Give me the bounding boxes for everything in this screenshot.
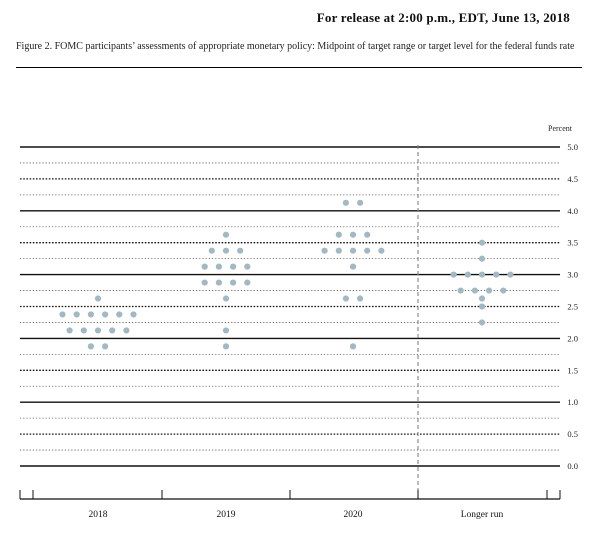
participant-dot bbox=[102, 343, 108, 349]
x-category-labels bbox=[89, 510, 504, 520]
y-tick-label: 4.5 bbox=[567, 173, 578, 184]
participant-dot bbox=[116, 311, 122, 317]
participant-dot bbox=[202, 279, 208, 285]
participant-dot bbox=[364, 248, 370, 254]
participant-dot bbox=[451, 272, 457, 278]
participant-dot bbox=[123, 327, 129, 333]
participant-dot bbox=[350, 232, 356, 238]
participant-dot bbox=[500, 287, 506, 293]
participant-dot bbox=[479, 295, 485, 301]
participant-dot bbox=[202, 264, 208, 270]
participant-dot bbox=[343, 295, 349, 301]
participant-dot bbox=[223, 295, 229, 301]
y-tick-label: 0.5 bbox=[567, 429, 578, 440]
participant-dot bbox=[364, 232, 370, 238]
x-category-label: Longer run bbox=[460, 510, 504, 520]
y-tick-label: 1.0 bbox=[567, 397, 578, 408]
participant-dot bbox=[237, 248, 243, 254]
participant-dot bbox=[357, 200, 363, 206]
y-tick-label: 3.0 bbox=[567, 269, 578, 280]
participant-dot bbox=[486, 287, 492, 293]
participant-dot bbox=[336, 232, 342, 238]
y-tick-label: 0.0 bbox=[567, 461, 578, 471]
participant-dot bbox=[130, 311, 136, 317]
participant-dot bbox=[322, 248, 328, 254]
participant-dot bbox=[81, 327, 87, 333]
participant-dot bbox=[102, 311, 108, 317]
participant-dot bbox=[378, 248, 384, 254]
participant-dot bbox=[244, 279, 250, 285]
participant-dot bbox=[209, 248, 215, 254]
y-tick-label: 4.0 bbox=[567, 205, 578, 216]
participant-dot bbox=[465, 272, 471, 278]
participant-dot bbox=[479, 256, 485, 262]
participant-dot bbox=[67, 327, 73, 333]
participant-dot bbox=[479, 303, 485, 309]
participant-dot bbox=[223, 327, 229, 333]
participant-dot bbox=[472, 287, 478, 293]
participant-dot bbox=[223, 343, 229, 349]
participant-dot bbox=[336, 248, 342, 254]
participant-dot bbox=[88, 343, 94, 349]
y-tick-label: 5.0 bbox=[567, 142, 578, 152]
participant-dot bbox=[230, 264, 236, 270]
participant-dot bbox=[216, 279, 222, 285]
participant-dot bbox=[357, 295, 363, 301]
participant-dot bbox=[479, 240, 485, 246]
figure-caption: Figure 2. FOMC participants’ assessments of appropriate monetary policy: Midpoint of target range or target level for the federal funds rate bbox=[16, 41, 575, 52]
x-axis bbox=[20, 490, 560, 499]
x-category-label: 2018 bbox=[88, 510, 108, 520]
participant-dot bbox=[350, 343, 356, 349]
participant-dot bbox=[88, 311, 94, 317]
participant-dot bbox=[343, 200, 349, 206]
y-tick-label: 2.0 bbox=[567, 333, 578, 344]
participant-dot bbox=[479, 319, 485, 325]
participant-dot bbox=[350, 264, 356, 270]
participant-dot bbox=[350, 248, 356, 254]
participant-dot bbox=[109, 327, 115, 333]
participant-dot bbox=[458, 287, 464, 293]
participant-dot bbox=[493, 272, 499, 278]
participant-dot bbox=[95, 327, 101, 333]
x-category-label: 2020 bbox=[343, 510, 363, 520]
y-tick-labels bbox=[567, 142, 578, 471]
y-unit-label: Percent bbox=[548, 124, 572, 133]
participant-dot bbox=[223, 248, 229, 254]
participant-dot bbox=[95, 295, 101, 301]
participant-dot bbox=[74, 311, 80, 317]
participant-dot bbox=[223, 232, 229, 238]
x-category-label: 2019 bbox=[216, 510, 236, 520]
y-tick-label: 1.5 bbox=[567, 365, 578, 376]
participant-dot bbox=[216, 264, 222, 270]
participant-dot bbox=[507, 272, 513, 278]
y-tick-label: 2.5 bbox=[567, 301, 578, 312]
participant-dot bbox=[230, 279, 236, 285]
release-notice: For release at 2:00 p.m., EDT, June 13, 2018 bbox=[316, 10, 570, 25]
participant-dot bbox=[479, 272, 485, 278]
y-tick-label: 3.5 bbox=[567, 237, 578, 248]
participant-dot bbox=[59, 311, 65, 317]
participant-dot bbox=[244, 264, 250, 270]
